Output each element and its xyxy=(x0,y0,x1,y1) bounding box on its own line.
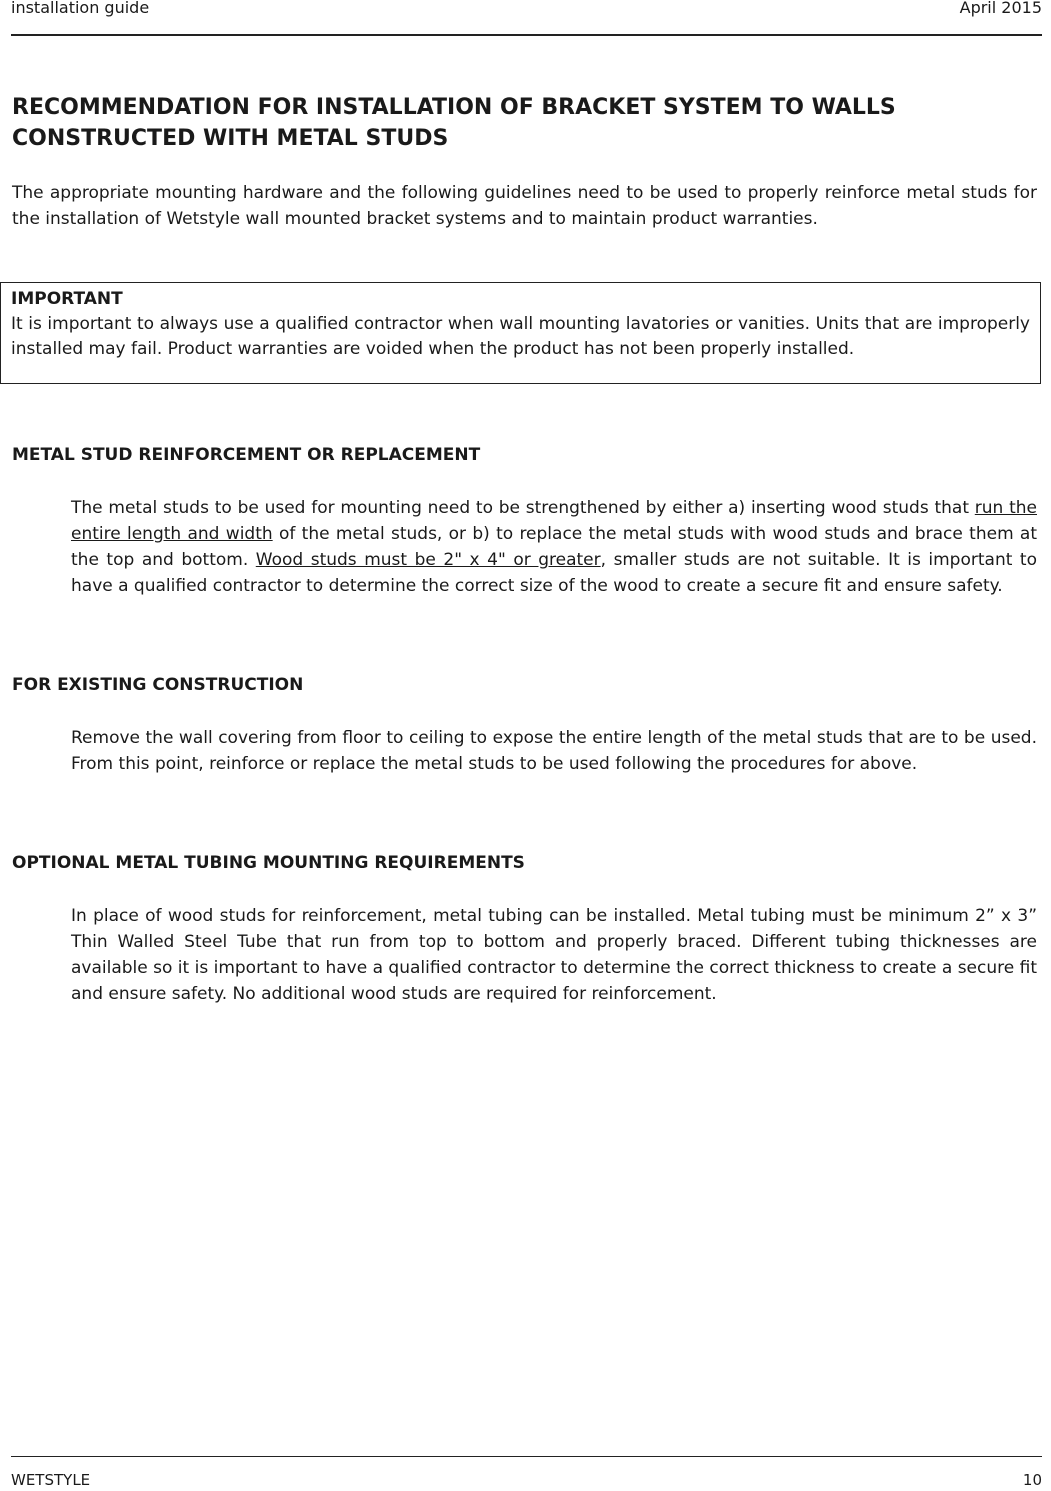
section-heading-metal-tubing: OPTIONAL METAL TUBING MOUNTING REQUIREMENTS xyxy=(12,853,525,873)
section-heading-existing-construction: FOR EXISTING CONSTRUCTION xyxy=(12,675,304,695)
text-run: of the metal studs, or b) to replace the metal studs with wood studs and brace them at the top and bottom. xyxy=(71,524,1038,570)
header-date: April 2015 xyxy=(959,0,1042,17)
footer-brand: WETSTYLE xyxy=(11,1471,91,1489)
important-text: It is important to always use a qualified contractor when wall mounting lavatories or vanities. Units that are improperly installed may fail. Product warranties are voided when the product has not been properly installed. xyxy=(11,314,1030,359)
section-heading-stud-reinforcement: METAL STUD REINFORCEMENT OR REPLACEMENT xyxy=(12,445,481,465)
text-run: The metal studs to be used for mounting need to be strengthened by either a) inserting wood studs that xyxy=(71,498,975,518)
section-text-metal-tubing: In place of wood studs for reinforcement, metal tubing can be installed. Metal tubing must be minimum 2” x 3” Thin Walled Steel Tube that run from top to bottom and properly braced. Different tubing thicknesses are available so it is important to have a qualified contractor to determine the correct thickness to create a secure fit and ensure safety. No additional wood studs are required for reinforcement. xyxy=(71,906,1037,1004)
intro-paragraph: The appropriate mounting hardware and the following guidelines need to be used to properly reinforce metal studs for the installation of Wetstyle wall mounted bracket systems and to maintain product warranties. xyxy=(12,183,1037,229)
section-text-stud-reinforcement xyxy=(71,495,1037,599)
header-doc-type: installation guide xyxy=(11,0,150,17)
page-title: RECOMMENDATION FOR INSTALLATION OF BRACKET SYSTEM TO WALLS CONSTRUCTED WITH METAL STUDS xyxy=(12,95,896,151)
important-title: IMPORTANT xyxy=(11,289,123,309)
underlined-emphasis: run the entire length and width xyxy=(71,498,1037,544)
page-footer xyxy=(11,1456,1042,1491)
section-text-existing-construction: Remove the wall covering from floor to ceiling to expose the entire length of the metal studs that are to be used. From this point, reinforce or replace the metal studs to be used following the procedures for above. xyxy=(71,728,1037,774)
text-run: , smaller studs are not suitable. It is important to have a qualified contractor to determine the correct size of the wood to create a secure fit and ensure safety. xyxy=(71,550,1037,596)
important-notice-box xyxy=(0,282,1041,384)
page-number: 10 xyxy=(1022,1471,1042,1489)
underlined-emphasis: Wood studs must be 2" x 4" or greater xyxy=(255,550,601,570)
page-header xyxy=(11,0,1042,36)
